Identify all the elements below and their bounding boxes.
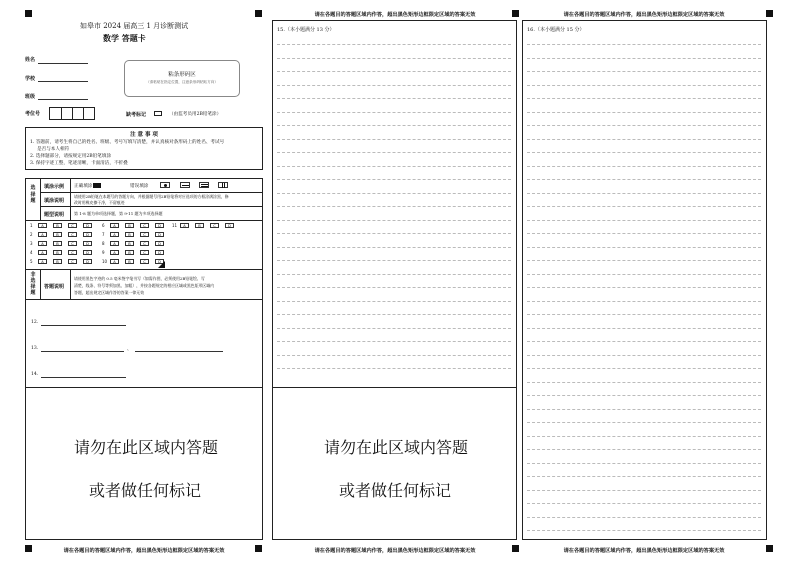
option-bubble-b[interactable]: B — [53, 232, 62, 237]
no-answer-line2: 或者做任何标记 — [339, 481, 452, 500]
no-answer-line1: 请勿在此区域内答题 — [324, 438, 469, 457]
answer-line[interactable] — [277, 368, 511, 369]
answer-line[interactable] — [277, 355, 511, 356]
q14-answer-line[interactable] — [41, 377, 126, 378]
notes-item-2: 2. 选择题部分，请按规定用2B铅笔填涂 — [30, 154, 112, 159]
answer-line[interactable] — [527, 247, 761, 248]
top-notice: 请在各题目的答题区域内作答，超出黑色矩形边框限定区域的答案无效 — [563, 12, 725, 18]
exam-number-boxes[interactable] — [49, 107, 95, 120]
class-label: 班级 — [25, 94, 36, 100]
bottom-notice: 请在各题目的答题区域内作答，超出黑色矩形边框限定区域的答案无效 — [314, 548, 476, 554]
option-bubble-b[interactable]: B — [53, 259, 62, 264]
option-bubble-b[interactable]: B — [195, 223, 204, 228]
no-answer-line2: 或者做任何标记 — [89, 481, 202, 500]
answer-line[interactable] — [277, 58, 511, 59]
question-number: 8 — [102, 241, 105, 246]
answer-line[interactable] — [527, 58, 761, 59]
answer-line[interactable] — [527, 368, 761, 369]
option-bubble-a[interactable]: A — [38, 259, 47, 264]
option-bubble-b[interactable]: B — [53, 223, 62, 228]
answer-line[interactable] — [527, 287, 761, 288]
option-bubble-b[interactable]: B — [125, 259, 134, 264]
option-bubble-c[interactable]: C — [68, 259, 77, 264]
q13-separator: 、 — [127, 347, 132, 352]
absent-mark-label: 缺考标记 — [126, 112, 147, 118]
option-bubble-c[interactable]: C — [68, 241, 77, 246]
option-bubble-c[interactable]: C — [210, 223, 219, 228]
answer-line[interactable] — [527, 314, 761, 315]
top-notice: 请在各题目的答题区域内作答，超出黑色矩形边框限定区域的答案无效 — [314, 12, 476, 18]
option-bubble-a[interactable]: A — [38, 241, 47, 246]
answer-instructions-3: 答题，超出规定区域作答的答案一律无效 — [74, 290, 145, 295]
option-bubble-b[interactable]: B — [53, 241, 62, 246]
answer-line[interactable] — [527, 85, 761, 86]
nonchoice-side-label: 非选择题 — [30, 272, 36, 296]
answer-line[interactable] — [277, 233, 511, 234]
answer-line[interactable] — [277, 260, 511, 261]
answer-line[interactable] — [277, 85, 511, 86]
answer-line[interactable] — [527, 382, 761, 383]
q13-number: 13. — [31, 346, 39, 351]
school-field[interactable] — [38, 81, 88, 82]
answer-line[interactable] — [527, 530, 761, 531]
answer-line[interactable] — [527, 152, 761, 153]
question-number: 10 — [102, 259, 108, 264]
answer-line[interactable] — [527, 260, 761, 261]
q16-title: 16.（本小题满分 15 分） — [527, 27, 585, 33]
question-number: 11 — [172, 223, 178, 228]
option-bubble-a[interactable]: A — [180, 223, 189, 228]
answer-line[interactable] — [277, 301, 511, 302]
option-bubble-a[interactable]: A — [110, 259, 119, 264]
example-label: 填涂示例 — [44, 184, 65, 190]
answer-line[interactable] — [527, 220, 761, 221]
question-type-text: 第 1-8 题为单项选择题，第 9-11 题为多项选择题 — [74, 211, 163, 216]
answer-line[interactable] — [277, 193, 511, 194]
answer-line[interactable] — [527, 341, 761, 342]
corner-mark — [766, 545, 773, 552]
instructions-text-1: 请使用2B铅笔在本题号的答题方向，并根据题号用2B铅笔将对应选项的方框涂满涂黑，修 — [74, 194, 229, 199]
option-bubble-d[interactable]: D — [155, 232, 164, 237]
answer-line[interactable] — [277, 98, 511, 99]
answer-line[interactable] — [277, 341, 511, 342]
option-bubble-c[interactable]: C — [140, 223, 149, 228]
question-number: 3 — [30, 241, 33, 246]
answer-line[interactable] — [527, 139, 761, 140]
subject-title: 数学 答题卡 — [103, 34, 146, 43]
answer-line[interactable] — [277, 71, 511, 72]
option-bubble-d[interactable]: D — [155, 250, 164, 255]
class-field[interactable] — [38, 99, 88, 100]
option-bubble-d[interactable]: D — [83, 232, 92, 237]
notes-item-1b: 是否与本人相符 — [37, 147, 70, 152]
notes-item-1: 1. 答题前，请考生将自己的姓名、班级、考号写填写清楚，并认真核对条形码上的姓名、考试号 — [30, 140, 225, 145]
bottom-notice: 请在各题目的答题区域内作答，超出黑色矩形边框限定区域的答案无效 — [63, 548, 225, 554]
answer-line[interactable] — [527, 463, 761, 464]
question-number: 4 — [30, 250, 33, 255]
choice-side-label: 选择题 — [30, 185, 36, 204]
option-bubble-b[interactable]: B — [125, 232, 134, 237]
answer-line[interactable] — [527, 112, 761, 113]
option-bubble-a[interactable]: A — [38, 223, 47, 228]
corner-mark — [766, 10, 773, 17]
answer-line[interactable] — [277, 125, 511, 126]
answer-instructions-label: 答题说明 — [44, 284, 65, 290]
option-bubble-a[interactable]: A — [110, 241, 119, 246]
answer-line[interactable] — [527, 98, 761, 99]
option-bubble-b[interactable]: B — [125, 250, 134, 255]
answer-line[interactable] — [527, 409, 761, 410]
option-bubble-c[interactable]: C — [140, 232, 149, 237]
answer-line[interactable] — [277, 44, 511, 45]
wrong-fill-sample-1 — [160, 182, 170, 188]
wrong-fill-label: 错误填涂 — [130, 184, 149, 189]
q15-title: 15.（本小题满分 13 分） — [277, 27, 335, 33]
option-bubble-c[interactable]: C — [140, 250, 149, 255]
option-bubble-d[interactable]: D — [225, 223, 234, 228]
question-number: 2 — [30, 232, 33, 237]
answer-line[interactable] — [527, 490, 761, 491]
question-number: 7 — [102, 232, 105, 237]
answer-line[interactable] — [527, 355, 761, 356]
option-bubble-d[interactable]: D — [155, 259, 164, 264]
answer-line[interactable] — [527, 422, 761, 423]
instructions-text-2: 改时用橡皮擦干净，不留痕迹 — [74, 200, 125, 205]
answer-line[interactable] — [277, 274, 511, 275]
question-number: 9 — [102, 250, 105, 255]
option-bubble-a[interactable]: A — [110, 232, 119, 237]
answer-line[interactable] — [277, 247, 511, 248]
option-bubble-c[interactable]: C — [68, 223, 77, 228]
question-number: 6 — [102, 223, 105, 228]
answer-line[interactable] — [527, 476, 761, 477]
name-field[interactable] — [38, 63, 88, 64]
answer-line[interactable] — [277, 287, 511, 288]
option-bubble-d[interactable]: D — [155, 223, 164, 228]
answer-instructions-2: 清楚，线条、符号等须加黑、加粗），并按各题规定的相应区域或黑色矩形区域内 — [74, 283, 215, 288]
corner-mark — [25, 10, 32, 17]
q14-number: 14. — [31, 372, 39, 377]
option-bubble-b[interactable]: B — [125, 223, 134, 228]
option-bubble-c[interactable]: C — [68, 232, 77, 237]
notes-title: 注 意 事 项 — [130, 132, 158, 138]
answer-line[interactable] — [527, 233, 761, 234]
option-bubble-d[interactable]: D — [155, 241, 164, 246]
school-label: 学校 — [25, 76, 36, 82]
barcode-title: 粘条形码区 — [168, 72, 196, 78]
option-bubble-d[interactable]: D — [83, 250, 92, 255]
no-answer-line1: 请勿在此区域内答题 — [74, 438, 219, 457]
question-type-label: 题型说明 — [44, 212, 65, 218]
option-bubble-a[interactable]: A — [38, 232, 47, 237]
answer-line[interactable] — [527, 274, 761, 275]
correct-fill-label: 正确填涂 — [74, 184, 93, 189]
answer-line[interactable] — [277, 314, 511, 315]
answer-line[interactable] — [527, 44, 761, 45]
absent-mark-box[interactable] — [154, 111, 162, 116]
no-answer-divider — [272, 387, 517, 388]
name-label: 姓名 — [25, 57, 36, 63]
option-bubble-c[interactable]: C — [140, 259, 149, 264]
option-bubble-b[interactable]: B — [53, 250, 62, 255]
exam-number-label: 考位号 — [25, 111, 41, 117]
no-answer-divider — [25, 387, 263, 388]
option-bubble-c[interactable]: C — [140, 241, 149, 246]
option-bubble-d[interactable]: D — [83, 241, 92, 246]
wrong-fill-sample-3 — [199, 182, 209, 188]
answer-line[interactable] — [527, 206, 761, 207]
notes-box — [25, 127, 263, 170]
answer-line[interactable] — [527, 436, 761, 437]
answer-line[interactable] — [277, 179, 511, 180]
wrong-fill-sample-2 — [180, 182, 190, 188]
answer-line[interactable] — [527, 71, 761, 72]
notes-item-3: 3. 保持字迹工整，笔迹清晰，卡面清洁，不折叠 — [30, 161, 128, 166]
answer-instructions-1: 请使用黑色字迹的 0.5 毫米签字笔书写（如需作图，必须使用2B铅笔绘、写 — [74, 276, 205, 281]
option-bubble-a[interactable]: A — [110, 250, 119, 255]
answer-line[interactable] — [527, 449, 761, 450]
bottom-notice: 请在各题目的答题区域内作答，超出黑色矩形边框限定区域的答案无效 — [563, 548, 725, 554]
corner-mark — [255, 10, 262, 17]
answer-line[interactable] — [277, 206, 511, 207]
q13-answer-line-1[interactable] — [41, 351, 124, 352]
answer-line[interactable] — [277, 220, 511, 221]
answer-line[interactable] — [527, 328, 761, 329]
option-bubble-b[interactable]: B — [125, 241, 134, 246]
exam-title: 如皋市 2024 届高三 1 月诊断测试 — [80, 22, 189, 30]
answer-line[interactable] — [527, 179, 761, 180]
answer-line[interactable] — [527, 503, 761, 504]
option-bubble-a[interactable]: A — [38, 250, 47, 255]
absent-mark-note: （由监考员用2B铅笔涂） — [169, 112, 222, 117]
answer-line[interactable] — [527, 517, 761, 518]
option-bubble-a[interactable]: A — [110, 223, 119, 228]
barcode-area — [124, 60, 240, 97]
answer-line[interactable] — [527, 395, 761, 396]
answer-line[interactable] — [277, 139, 511, 140]
q13-answer-line-2[interactable] — [135, 351, 223, 352]
option-bubble-d[interactable]: D — [83, 223, 92, 228]
answer-line[interactable] — [277, 152, 511, 153]
q12-answer-line[interactable] — [41, 325, 126, 326]
answer-line[interactable] — [527, 125, 761, 126]
triangle-mark — [158, 261, 165, 268]
question-number: 1 — [30, 223, 33, 228]
option-bubble-c[interactable]: C — [68, 250, 77, 255]
answer-line[interactable] — [527, 301, 761, 302]
instructions-label: 填涂说明 — [44, 198, 65, 204]
answer-line[interactable] — [527, 193, 761, 194]
answer-line[interactable] — [277, 166, 511, 167]
answer-line[interactable] — [277, 112, 511, 113]
answer-line[interactable] — [527, 166, 761, 167]
question-number: 5 — [30, 259, 33, 264]
correct-fill-sample — [93, 183, 101, 188]
wrong-fill-sample-4 — [218, 182, 228, 188]
barcode-subtitle: （请粘贴在指定位置，注意条形码粘贴方向） — [146, 80, 218, 84]
answer-line[interactable] — [277, 328, 511, 329]
q12-number: 12. — [31, 320, 39, 325]
option-bubble-d[interactable]: D — [83, 259, 92, 264]
